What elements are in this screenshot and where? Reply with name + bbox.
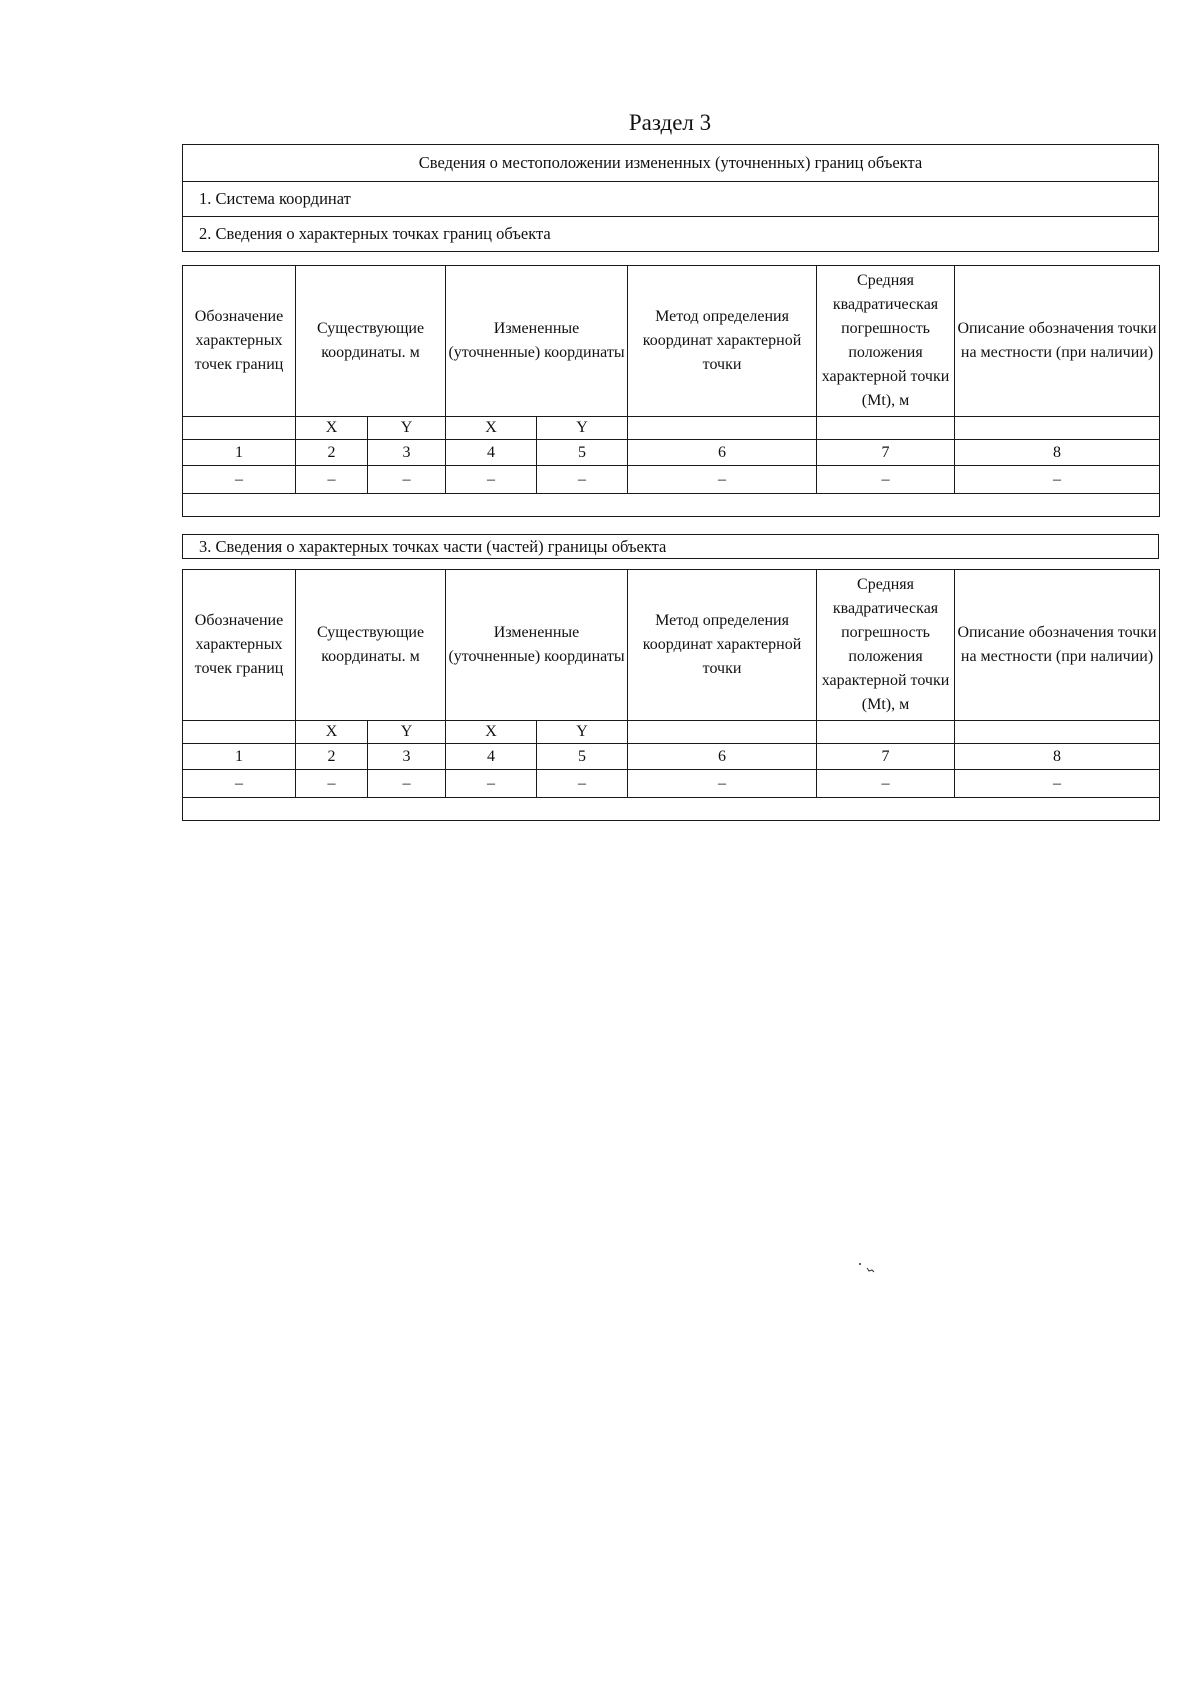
- axis-x-label: X: [296, 721, 368, 744]
- column-number: 3: [368, 440, 446, 466]
- col-header-mean-error: Средняя квадратическая погрешность положения характерной точки (Mt), м: [817, 266, 955, 417]
- column-number: 5: [537, 440, 628, 466]
- column-number: 6: [628, 744, 817, 770]
- header-table: [182, 144, 1159, 252]
- dash-cell: –: [537, 770, 628, 798]
- dash-cell: –: [817, 770, 955, 798]
- dash-cell: –: [955, 770, 1160, 798]
- column-number: 4: [446, 440, 537, 466]
- blank-row: [183, 494, 1160, 517]
- xy-empty-cell: [817, 721, 955, 744]
- item-part-boundary-points: 3. Сведения о характерных точках части (частей) границы объекта: [183, 535, 1159, 559]
- dash-cell: –: [368, 466, 446, 494]
- axis-y-label: Y: [368, 721, 446, 744]
- column-number: 8: [955, 744, 1160, 770]
- xy-empty-cell: [628, 417, 817, 440]
- blank-row: [183, 798, 1160, 821]
- axis-y-label: Y: [368, 417, 446, 440]
- col-header-point-designation: Обозначение характерных точек границ: [183, 266, 296, 417]
- column-number: 7: [817, 440, 955, 466]
- column-number: 7: [817, 744, 955, 770]
- col-header-changed-coords: Измененные (уточненные) координаты: [446, 266, 628, 417]
- section3-header: [182, 534, 1159, 559]
- dash-cell: –: [628, 770, 817, 798]
- col-header-method: Метод определения координат характерной точки: [628, 266, 817, 417]
- xy-empty-cell: [628, 721, 817, 744]
- part-boundary-points-table: [182, 569, 1160, 821]
- column-number: 5: [537, 744, 628, 770]
- boundary-points-table: [182, 265, 1160, 517]
- xy-empty-cell: [817, 417, 955, 440]
- column-number: 3: [368, 744, 446, 770]
- col-header-existing-coords: Существующие координаты. м: [296, 570, 446, 721]
- column-number: 1: [183, 440, 296, 466]
- dash-cell: –: [183, 466, 296, 494]
- column-number: 4: [446, 744, 537, 770]
- scan-artifact: [858, 1262, 878, 1279]
- dash-cell: –: [446, 466, 537, 494]
- column-number: 6: [628, 440, 817, 466]
- column-number: 2: [296, 440, 368, 466]
- axis-y-label: Y: [537, 721, 628, 744]
- dash-cell: –: [368, 770, 446, 798]
- col-header-description: Описание обозначения точки на местности (при наличии): [955, 266, 1160, 417]
- column-number: 2: [296, 744, 368, 770]
- axis-x-label: X: [446, 417, 537, 440]
- xy-empty-cell: [955, 417, 1160, 440]
- item-boundary-points: 2. Сведения о характерных точках границ объекта: [183, 217, 1159, 252]
- dash-cell: –: [955, 466, 1160, 494]
- col-header-changed-coords: Измененные (уточненные) координаты: [446, 570, 628, 721]
- item-coordinate-system: 1. Система координат: [183, 182, 1159, 217]
- page-title: Раздел 3: [628, 110, 712, 135]
- dash-cell: –: [537, 466, 628, 494]
- column-number: 1: [183, 744, 296, 770]
- col-header-existing-coords: Существующие координаты. м: [296, 266, 446, 417]
- axis-x-label: X: [296, 417, 368, 440]
- dash-cell: –: [628, 466, 817, 494]
- dash-cell: –: [183, 770, 296, 798]
- col-header-point-designation: Обозначение характерных точек границ: [183, 570, 296, 721]
- xy-empty-cell: [955, 721, 1160, 744]
- column-number: 8: [955, 440, 1160, 466]
- dash-cell: –: [296, 466, 368, 494]
- axis-y-label: Y: [537, 417, 628, 440]
- xy-empty-cell: [183, 721, 296, 744]
- dash-cell: –: [817, 466, 955, 494]
- dash-cell: –: [446, 770, 537, 798]
- axis-x-label: X: [446, 721, 537, 744]
- col-header-method: Метод определения координат характерной точки: [628, 570, 817, 721]
- main-header: Сведения о местоположении измененных (уточненных) границ объекта: [183, 145, 1159, 182]
- xy-empty-cell: [183, 417, 296, 440]
- col-header-description: Описание обозначения точки на местности (при наличии): [955, 570, 1160, 721]
- col-header-mean-error: Средняя квадратическая погрешность положения характерной точки (Mt), м: [817, 570, 955, 721]
- dash-cell: –: [296, 770, 368, 798]
